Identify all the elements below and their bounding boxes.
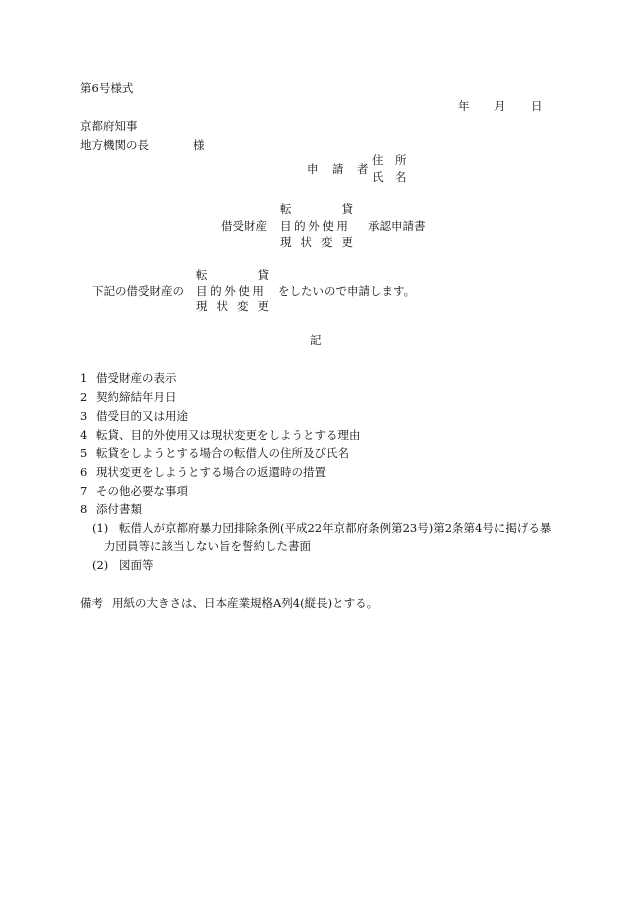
- item-1-text: 借受財産の表示: [96, 371, 177, 385]
- date-month: 月: [494, 99, 506, 113]
- ki-heading: 記: [310, 333, 322, 347]
- attachment-1-line2: 力団員等に該当しない旨を誓約した書面: [104, 539, 311, 553]
- item-2-num: 2: [80, 390, 88, 404]
- date-day: 日: [531, 99, 543, 113]
- attachment-1-num: (1): [92, 521, 109, 535]
- addressee-regional-head: 地方機関の長: [80, 138, 149, 152]
- item-7-text: その他必要な事項: [96, 484, 188, 498]
- remark-text: 用紙の大きさは、日本産業規格A列4(縦長)とする。: [112, 596, 379, 610]
- item-8-text: 添付書類: [96, 502, 142, 516]
- body-option-genjo: 現状変更: [196, 299, 278, 313]
- item-6-num: 6: [80, 465, 88, 479]
- item-6-text: 現状変更をしようとする場合の返還時の措置: [96, 465, 326, 479]
- title-option-tentai-2: 貸: [341, 202, 353, 216]
- attachment-2-num: (2): [92, 558, 109, 572]
- body-suffix: をしたいので申請します。: [278, 284, 416, 298]
- item-3-text: 借受目的又は用途: [96, 409, 188, 423]
- date-year: 年: [458, 99, 470, 113]
- body-option-tentai-2: 貸: [257, 268, 269, 282]
- item-4-text: 転貸、目的外使用又は現状変更をしようとする理由: [96, 428, 361, 442]
- title-prefix: 借受財産: [221, 219, 267, 233]
- remark-label: 備考: [80, 596, 103, 610]
- title-suffix: 承認申請書: [368, 219, 426, 233]
- applicant-name-label: 氏 名: [372, 170, 407, 184]
- addressee-honorific: 様: [193, 138, 205, 152]
- title-option-tentai: [280, 202, 353, 216]
- title-option-mokutekigai: 目的外使用: [280, 219, 351, 233]
- body-option-tentai: [196, 268, 269, 282]
- item-5-text: 転貸をしようとする場合の転借人の住所及び氏名: [96, 446, 349, 460]
- attachment-1-line1: 転借人が京都府暴力団排除条例(平成22年京都府条例第23号)第2条第4号に掲げる暴: [119, 521, 552, 535]
- item-3-num: 3: [80, 409, 88, 423]
- title-option-genjo: 現状変更: [280, 235, 362, 249]
- item-7-num: 7: [80, 484, 88, 498]
- item-2-text: 契約締結年月日: [96, 390, 177, 404]
- item-1-num: 1: [80, 371, 88, 385]
- applicant-address-label: 住 所: [372, 153, 407, 167]
- item-8-num: 8: [80, 502, 88, 516]
- body-option-mokutekigai: 目的外使用: [196, 284, 267, 298]
- body-prefix: 下記の借受財産の: [92, 284, 184, 298]
- attachment-2-line1: 図面等: [119, 558, 154, 572]
- body-option-tentai-1: 転: [196, 268, 208, 282]
- applicant-label: 申 請 者: [307, 162, 370, 176]
- addressee-governor: 京都府知事: [80, 119, 138, 133]
- title-option-tentai-1: 転: [280, 202, 292, 216]
- item-5-num: 5: [80, 446, 88, 460]
- form-number: 第6号様式: [80, 81, 134, 95]
- item-4-num: 4: [80, 428, 88, 442]
